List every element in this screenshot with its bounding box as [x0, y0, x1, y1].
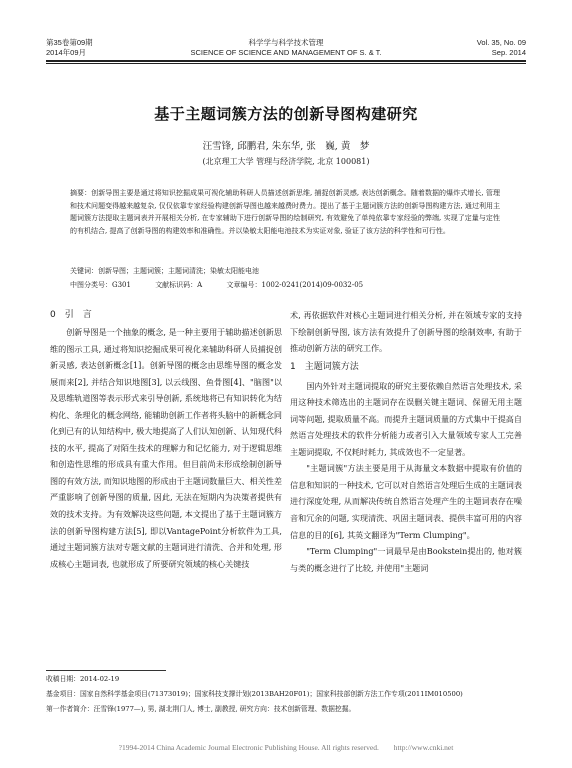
right-column	[290, 307, 522, 576]
document-code: 文献标识码：A	[155, 281, 203, 289]
header-volume-number: Vol. 35, No. 09	[476, 38, 526, 47]
header-rule-thin	[46, 63, 526, 64]
clc-number: 中图分类号：G301	[70, 281, 131, 289]
paper-authors: 汪雪锋, 邱鹏君, 朱东华, 张 巍, 黄 梦	[202, 141, 370, 152]
header-rule-thick	[46, 60, 526, 62]
paper-affiliation: (北京理工大学 管理与经济学院, 北京 100081)	[202, 157, 370, 166]
keywords: 关键词：创新导图；主题词簇；主题词清洗；染敏太阳能电池	[70, 267, 259, 275]
footnote-rule	[46, 670, 166, 671]
paragraph-term-extraction: 国内外针对主题词提取的研究主要依赖自然语言处理技术, 采用这种技术筛选出的主题词存在误删关键主题词、保留无用主题词等问题, 提取质量不高。而提升主题词质量的方式集中于提高自然语言处理技术的软件分析能力或者引入大量领域专家人工完善主题词提取, 不仅耗时耗力, 其成效也不一定显著。	[290, 380, 522, 457]
section-heading-introduction: 0 引 言	[50, 310, 92, 320]
header-journal-en: SCIENCE OF SCIENCE AND MANAGEMENT OF S. & T.	[190, 48, 382, 57]
left-column	[50, 307, 282, 572]
paragraph-term-clumping-definition: "主题词簇"方法主要是用于从海量文本数据中提取有价值的信息和知识的一种技术, 它可以对自然语言处理后生成的主题词表进行深度处理, 从而解决传统自然语言处理产生的主题词表存在噪音和冗余的问题, 实现清洗、巩固主题词表、提供丰富可用的内容信息的目的[6], 其英文翻译为"Term Clumping"。	[290, 463, 522, 540]
header-issue-number: 第35卷第09期	[46, 38, 93, 47]
header-volume-date: Sep. 2014	[491, 48, 526, 57]
paragraph-term-clumping-origin: "Term Clumping"一词最早是由Bookstein提出的, 他对簇与类的概念进行了比较, 并使用"主题词	[290, 546, 522, 573]
header-issue-date: 2014年09月	[46, 48, 87, 57]
header-volume	[477, 38, 526, 58]
paragraph-introduction-continued: 术, 再依据软件对核心主题词进行相关分析, 并在领域专家的支持下绘制创新导图, 该方法有效提升了创新导图的绘制效率, 有助于推动创新方法的研究工作。	[290, 310, 522, 354]
paper-title: 基于主题词簇方法的创新导图构建研究	[154, 105, 418, 123]
article-number: 文章编号：1002-0241(2014)09-0032-05	[226, 281, 364, 289]
footnote-author: 第一作者简介：汪雪锋(1977—), 男, 湖北荆门人, 博士, 副教授, 研究方向：技术创新管理、数据挖掘。	[46, 705, 356, 713]
section-heading-term-clumping: 1 主题词簇方法	[290, 361, 359, 372]
footnote-fund: 基金项目：国家自然科学基金项目(71373019)；国家科技支撑计划(2013BAH20F01)；国家科技部创新方法工作专项(2011IM010500)	[46, 690, 463, 698]
footnote-received: 收稿日期：2014-02-19	[46, 675, 120, 683]
paragraph-introduction: 创新导图是一个抽象的概念, 是一种主要用于辅助描述创新思维的图示工具, 通过将知识挖掘成果可视化来辅助科研人员捕捉创新灵感, 表达创新概念[1]。创新导图的概念由思维导图的概念发展而来[2], 并结合知识地图[3], 以云线图、鱼骨图[4]、"脑图"以及思维轨道图等表示形式来引导创新, 系统地将已有知识转化为结构化、条理化的概念网络, 能辅助创新工作者将头脑中的新概念同化到已有的认知结构中, 极大地提高了人们认知创新、认知现代科技的水平, 提高了对陌生技术的理解力和记忆能力, 对于逻辑思维和创造性思维的形成具有重大作用。但目前尚未形成绘制创新导图的有效方法, 而知识地图的形成由于主题词数量巨大、相关性差严重影响了创新导图的质量, 因此, 无法在短期内为决策者提供有效的技术支持。为有效解决这些问题, 本文提出了基于主题词簇方法的创新导图构建方法[5], 即以VantagePoint分析软件为工具, 通过主题词簇方法对专题文献的主题词进行清洗、合并和处理, 形成核心主题词表, 也就形成了所要研究领域的核心关键技	[50, 327, 282, 569]
header-journal-cn: 科学学与科学技术管理	[248, 38, 324, 47]
classification-line	[70, 279, 500, 291]
copyright-notice: ?1994-2014 China Academic Journal Electronic Publishing House. All rights reserved. http://www.cnki.net	[118, 743, 454, 752]
abstract: 摘要：创新导图主要是通过将知识挖掘成果可视化辅助科研人员描述创新思维, 捕捉创新灵感, 表达创新概念。随着数据的爆炸式增长, 管理和技术问题变得越来越复杂, 仅仅依靠专家经验构建创新导图也越来越费时费力。提出了基于主题词簇方法的创新导图构建方法, 通过利用主题词簇方法提取主题词表并开展相关分析, 在专家辅助下进行创新导图的绘制研究, 有效避免了单纯依靠专家经验的弊端, 实现了定量与定性的有机结合, 提高了创新导图的构建效率和准确性。并以染敏太阳能电池技术为实证对象, 验证了该方法的科学性和可行性。	[70, 189, 500, 235]
